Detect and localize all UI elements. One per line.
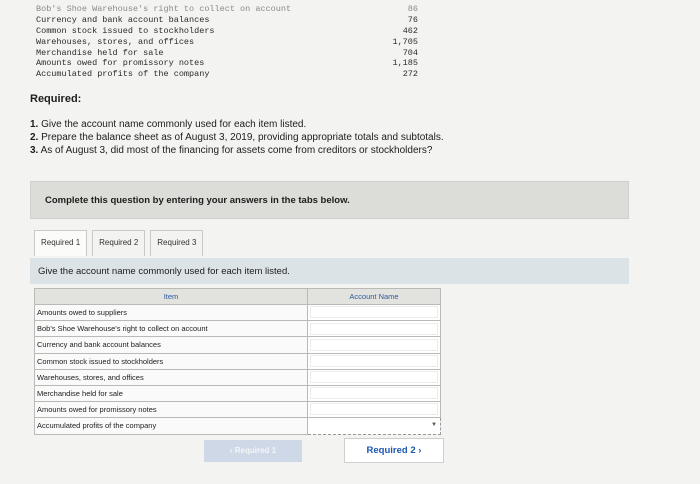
account-name-cell[interactable] (308, 305, 441, 321)
complete-question-banner: Complete this question by entering your answers in the tabs below. (30, 181, 629, 219)
account-name-cell[interactable] (308, 402, 441, 418)
item-list-value: 272 (402, 69, 418, 80)
account-name-cell[interactable] (308, 385, 441, 401)
item-cell: Currency and bank account balances (35, 337, 308, 353)
account-name-input[interactable] (310, 371, 438, 383)
tab-required-2[interactable]: Required 2 (92, 230, 145, 256)
chevron-left-icon: ‹ (229, 446, 235, 455)
next-tab-button[interactable] (344, 438, 444, 463)
instruction-item (30, 118, 444, 131)
item-list-value: 1,185 (392, 58, 418, 69)
table-row (35, 353, 441, 369)
item-cell: Amounts owed for promissory notes (35, 402, 308, 418)
item-cell: Common stock issued to stockholders (35, 353, 308, 369)
next-tab-label: Required 2 (366, 445, 416, 456)
item-list-value: 86 (407, 4, 418, 14)
item-list-label: Merchandise held for sale (36, 47, 164, 58)
required-heading: Required: (30, 93, 82, 105)
item-list-values (380, 4, 418, 80)
answer-table (34, 288, 441, 435)
item-list-value: 462 (402, 25, 418, 36)
table-row (35, 385, 441, 401)
question-prompt: Give the account name commonly used for each item listed. (30, 258, 629, 284)
previous-tab-button[interactable] (204, 440, 302, 462)
account-name-dropdown[interactable] (308, 418, 441, 434)
account-name-input[interactable] (310, 339, 438, 351)
instruction-number: 2. (30, 132, 39, 143)
account-name-input[interactable] (310, 403, 438, 415)
account-name-cell[interactable] (308, 369, 441, 385)
previous-tab-label: Required 1 (234, 446, 277, 455)
tab-required-3[interactable]: Required 3 (150, 230, 203, 256)
column-header-account-name: Account Name (308, 289, 441, 305)
item-cell: Amounts owed to suppliers (35, 305, 308, 321)
table-header-row (35, 289, 441, 305)
account-name-input[interactable] (310, 387, 438, 399)
table-row (35, 305, 441, 321)
instruction-item (30, 131, 444, 144)
item-cell: Warehouses, stores, and offices (35, 369, 308, 385)
item-list-label: Bob's Shoe Warehouse's right to collect on account (36, 4, 292, 14)
item-list-label: Warehouses, stores, and offices (36, 36, 195, 47)
table-row (35, 418, 441, 434)
instruction-number: 1. (30, 119, 39, 130)
instructions-list (30, 118, 444, 157)
item-list-value: 1,705 (392, 36, 418, 47)
chevron-right-icon: › (415, 445, 422, 456)
dropdown-arrow-icon[interactable]: ▼ (431, 422, 437, 429)
table-row (35, 337, 441, 353)
table-row (35, 369, 441, 385)
account-name-cell[interactable] (308, 321, 441, 337)
item-list-value: 704 (402, 47, 418, 58)
table-row (35, 402, 441, 418)
tab-required-1[interactable]: Required 1 (34, 230, 87, 256)
item-list-label: Accumulated profits of the company (36, 69, 210, 80)
item-cell: Merchandise held for sale (35, 385, 308, 401)
item-cell: Accumulated profits of the company (35, 418, 308, 434)
instruction-item (30, 144, 444, 157)
item-cell: Bob's Shoe Warehouse's right to collect on account (35, 321, 308, 337)
instruction-number: 3. (30, 145, 39, 156)
instruction-text: Prepare the balance sheet as of August 3, 2019, providing appropriate totals and subtotals. (38, 132, 444, 143)
item-list-label: Amounts owed for promissory notes (36, 58, 205, 69)
account-name-input[interactable] (310, 306, 438, 318)
table-row (35, 321, 441, 337)
item-list (36, 4, 418, 80)
instruction-text: Give the account name commonly used for each item listed. (38, 119, 307, 130)
column-header-item: Item (35, 289, 308, 305)
item-list-label: Common stock issued to stockholders (36, 25, 215, 36)
account-name-cell[interactable] (308, 353, 441, 369)
item-list-label: Currency and bank account balances (36, 14, 210, 25)
account-name-cell[interactable] (308, 337, 441, 353)
tab-bar (34, 230, 208, 256)
item-list-value: 76 (407, 14, 418, 25)
account-name-input[interactable] (310, 355, 438, 367)
instruction-text: As of August 3, did most of the financing for assets come from creditors or stockholders? (38, 145, 433, 156)
account-name-input[interactable] (310, 323, 438, 335)
